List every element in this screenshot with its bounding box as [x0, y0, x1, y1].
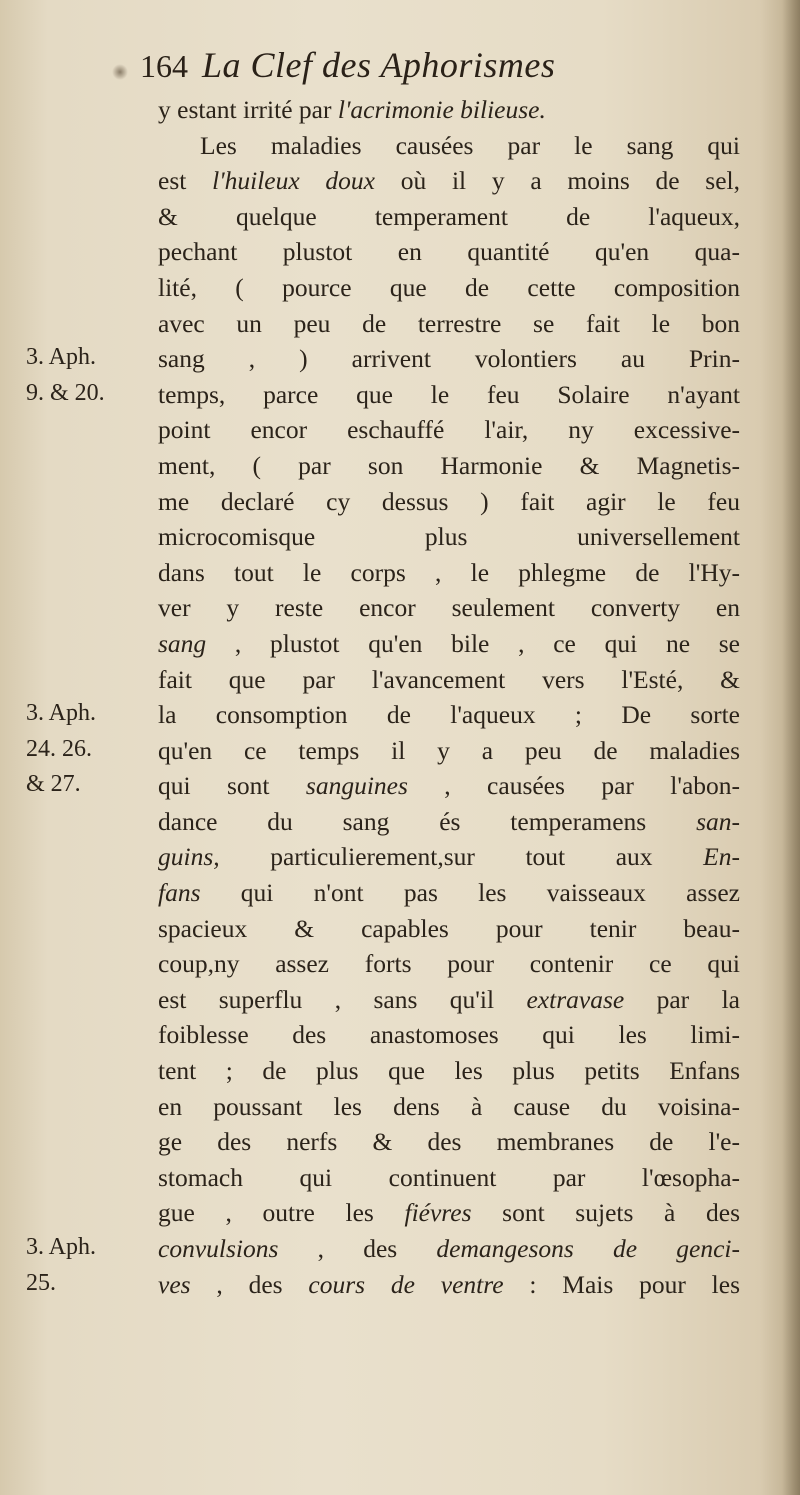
text-line: [158, 1160, 740, 1196]
text-line: [158, 341, 740, 377]
italic-text: sang: [158, 628, 207, 658]
text-line: [158, 697, 740, 733]
text-segment: est: [158, 166, 213, 196]
text-line: [158, 804, 740, 840]
text-segment: spacieux & capables pour tenir beau-: [158, 913, 740, 943]
italic-text: fans: [158, 878, 201, 908]
text-line: [158, 768, 740, 804]
text-line: [158, 519, 740, 555]
text-line: [158, 128, 740, 164]
italic-text: san-: [696, 806, 740, 836]
text-segment: pechant plustot en quantité qu'en qua-: [158, 237, 740, 267]
text-segment: sont sujets à des: [471, 1198, 740, 1228]
text-segment: me declaré cy dessus ) fait agir le feu: [158, 486, 740, 516]
text-line: [158, 377, 740, 413]
text-line: [158, 911, 740, 947]
text-line: [158, 484, 740, 520]
text-segment: microcomisque plus universellement: [158, 522, 740, 552]
text-segment: , des: [190, 1269, 309, 1299]
text-line: [158, 234, 740, 270]
text-segment: ment, ( par son Harmonie & Magnetis-: [158, 450, 740, 480]
margin-note: 3. Aph.: [26, 344, 97, 371]
text-line: [158, 733, 740, 769]
margin-note: 25.: [26, 1269, 56, 1296]
text-segment: & quelque temperament de l'aqueux,: [158, 201, 740, 231]
page-edge-shadow: [782, 0, 800, 1495]
text-line: [158, 163, 740, 199]
text-line: [158, 982, 740, 1018]
text-segment: temps, parce que le feu Solaire n'ayant: [158, 379, 740, 409]
text-line: [158, 1053, 740, 1089]
text-segment: est superflu , sans qu'il: [158, 984, 527, 1014]
text-line: [158, 1089, 740, 1125]
page-header: [140, 44, 555, 86]
text-segment: lité, ( pource que de cette composition: [158, 272, 740, 302]
text-segment: y estant irrité par: [158, 95, 338, 124]
italic-text: demangesons de genci-: [436, 1234, 740, 1263]
text-segment: où il y a moins de sel,: [374, 166, 740, 196]
text-segment: particulierement,sur tout aux: [219, 842, 704, 872]
text-line: [158, 412, 740, 448]
text-segment: coup,ny assez forts pour contenir ce qui: [158, 949, 740, 979]
ink-spot: [112, 64, 128, 80]
text-segment: avec un peu de terrestre se fait le bon: [158, 308, 740, 338]
italic-text: extravase: [526, 984, 625, 1014]
page-number: 164: [140, 48, 188, 84]
text-line: [158, 1195, 740, 1231]
text-segment: qui n'ont pas les vaisseaux assez: [200, 878, 740, 908]
text-line: [158, 1017, 740, 1053]
text-line: [158, 448, 740, 484]
text-segment: Les maladies causées par le sang qui: [200, 130, 740, 160]
text-line: [158, 92, 740, 128]
text-segment: , causées par l'abon-: [407, 771, 741, 801]
text-line: [158, 875, 740, 911]
text-segment: dans tout le corps , le phlegme de l'Hy-: [158, 557, 740, 587]
running-title: La Clef des Aphorismes: [202, 45, 556, 85]
margin-note: & 27.: [26, 771, 81, 798]
text-segment: stomach qui continuent par l'œsopha-: [158, 1162, 740, 1192]
text-line: [158, 946, 740, 982]
text-segment: qu'en ce temps il y a peu de maladies: [158, 735, 740, 765]
text-segment: sang , ) arrivent volontiers au Prin-: [158, 344, 740, 374]
text-line: [158, 1231, 740, 1267]
text-segment: par la: [624, 984, 740, 1014]
text-line: [158, 306, 740, 342]
text-segment: en poussant les dens à cause du voisina-: [158, 1091, 740, 1121]
text-segment: ver y reste encor seulement converty en: [158, 593, 740, 623]
italic-text: convulsions: [158, 1234, 279, 1263]
text-segment: dance du sang és temperamens: [158, 806, 697, 836]
italic-text: ves: [158, 1269, 191, 1299]
text-segment: fait que par l'avancement vers l'Esté, &: [158, 664, 740, 694]
italic-text: l'huileux doux: [212, 166, 375, 196]
text-segment: tent ; de plus que les plus petits Enfans: [158, 1056, 740, 1086]
italic-text: l'acrimonie bilieuse.: [337, 95, 546, 124]
margin-note: 3. Aph.: [26, 700, 97, 727]
italic-text: guins,: [158, 842, 220, 872]
text-line: [158, 662, 740, 698]
text-line: [158, 1124, 740, 1160]
text-segment: gue , outre les: [158, 1198, 405, 1228]
margin-note: 3. Aph.: [26, 1234, 97, 1261]
margin-note: 9. & 20.: [26, 379, 105, 406]
text-line: [158, 555, 740, 591]
text-segment: qui sont: [158, 771, 306, 801]
text-line: [158, 590, 740, 626]
text-segment: , plustot qu'en bile , ce qui ne se: [206, 628, 740, 658]
text-line: [158, 199, 740, 235]
text-line: [158, 626, 740, 662]
text-line: [158, 1267, 740, 1303]
text-segment: point encor eschauffé l'air, ny excessive-: [158, 415, 740, 445]
italic-text: cours de ventre: [308, 1269, 504, 1299]
text-line: [158, 270, 740, 306]
body-text: [158, 92, 740, 1302]
text-segment: la consomption de l'aqueux ; De sorte: [158, 700, 740, 730]
text-segment: ge des nerfs & des membranes de l'e-: [158, 1127, 740, 1157]
text-segment: , des: [278, 1234, 437, 1263]
italic-text: En-: [703, 842, 740, 872]
italic-text: fiévres: [404, 1198, 472, 1228]
text-segment: foiblesse des anastomoses qui les limi-: [158, 1020, 740, 1050]
margin-note: 24. 26.: [26, 735, 92, 762]
italic-text: sanguines: [305, 771, 408, 801]
text-line: [158, 839, 740, 875]
text-segment: : Mais pour les: [503, 1269, 741, 1299]
